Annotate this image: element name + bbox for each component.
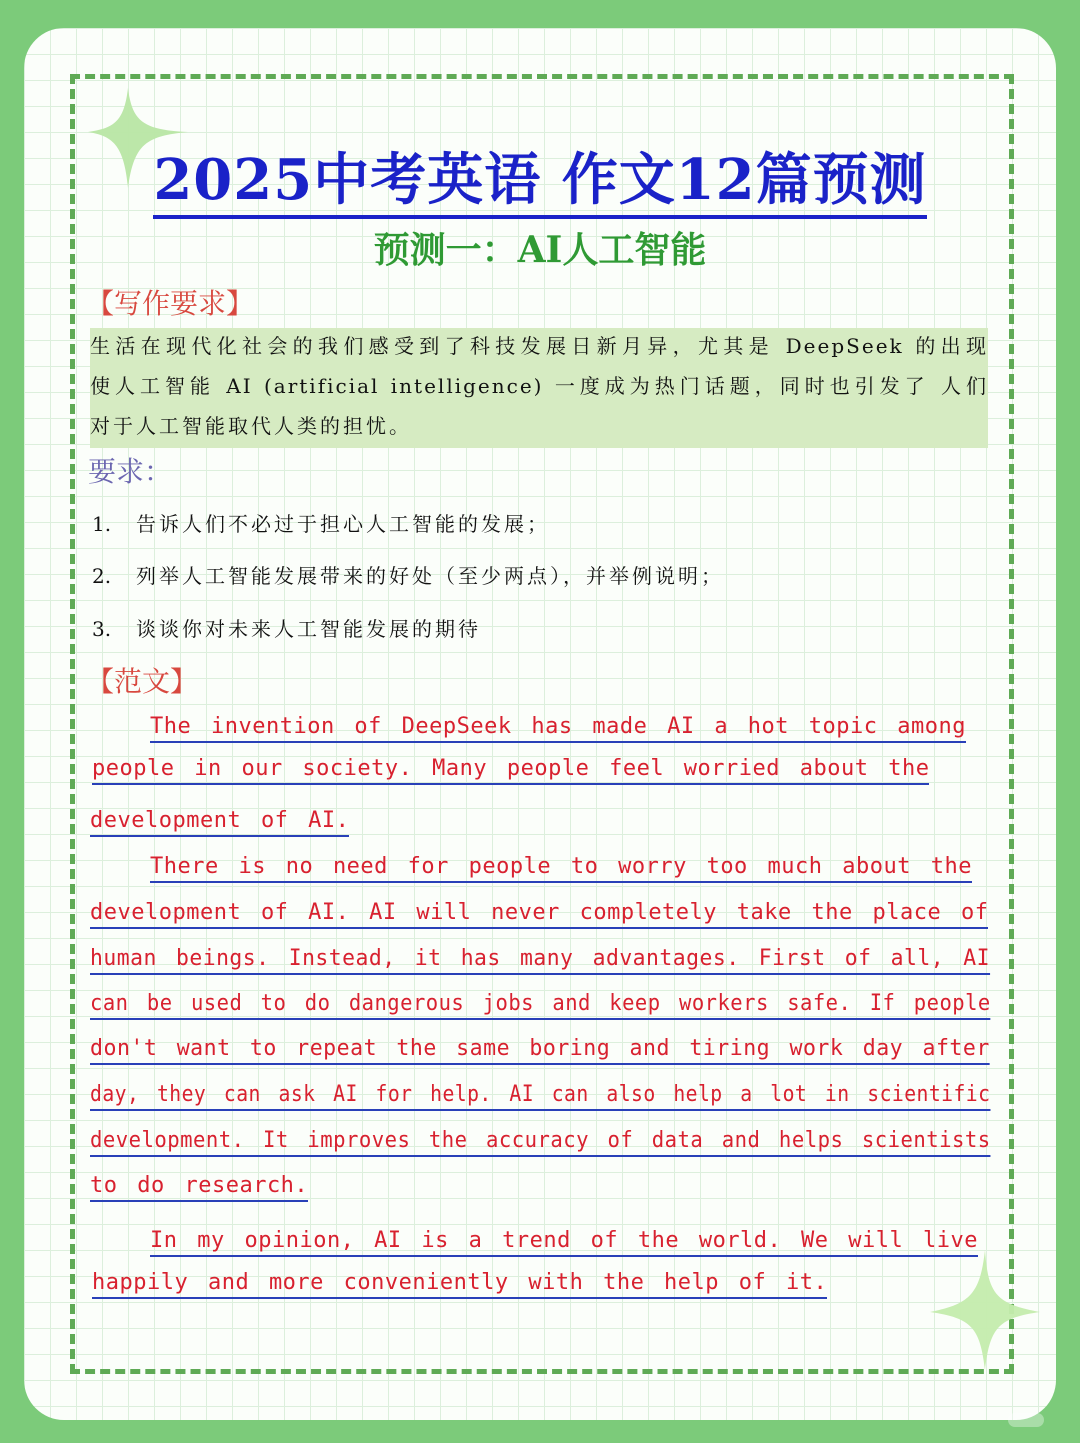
- essay-line: to do research.: [90, 1173, 308, 1198]
- essay-line: In my opinion, AI is a trend of the world. We will live: [150, 1228, 978, 1253]
- requirement-text: 谈谈你对未来人工智能发展的期待: [136, 617, 481, 641]
- model-essay-label: 【范文】: [86, 665, 199, 698]
- essay-line: day, they can ask AI for help. AI can also help a lot in scientific: [90, 1082, 990, 1107]
- sparkle-icon: [930, 1250, 1040, 1370]
- essay-line: development of AI. AI will never completely take the place of: [90, 900, 988, 925]
- prompt-line: 生活在现代化社会的我们感受到了科技发展日新月异，尤其是 DeepSeek 的出现: [90, 334, 988, 358]
- page-title: 2025中考英语 作文12篇预测: [0, 136, 1080, 216]
- essay-line: happily and more conveniently with the help of it.: [92, 1270, 827, 1295]
- requirement-number: 1.: [92, 512, 112, 536]
- watermark-pill: [1008, 1413, 1044, 1427]
- writing-requirement-label: 【写作要求】: [86, 287, 255, 320]
- prompt-line: 使人工智能 AI (artificial intelligence) 一度成为热门话题，同时也引发了 人们: [90, 374, 988, 398]
- requirement-text: 列举人工智能发展带来的好处（至少两点），并举例说明；: [136, 564, 724, 588]
- requirement-item: [92, 560, 724, 589]
- requirement-item: [92, 613, 481, 642]
- requirement-number: 2.: [92, 564, 112, 588]
- essay-line: The invention of DeepSeek has made AI a hot topic among: [150, 714, 966, 739]
- essay-line: don't want to repeat the same boring and tiring work day after: [90, 1036, 990, 1061]
- page-subtitle: 预测一：AI人工智能: [373, 229, 707, 271]
- requirement-item: [92, 508, 550, 537]
- essay-line: can be used to do dangerous jobs and keep workers safe. If people: [90, 991, 991, 1016]
- prompt-line: 对于人工智能取代人类的担忧。: [90, 414, 412, 438]
- essay-line: There is no need for people to worry too much about the: [150, 854, 972, 879]
- essay-line: development. It improves the accuracy of data and helps scientists: [90, 1128, 991, 1153]
- requirement-text: 告诉人们不必过于担心人工智能的发展；: [136, 512, 550, 536]
- essay-line: human beings. Instead, it has many advantages. First of all, AI: [90, 946, 990, 971]
- essay-line: people in our society. Many people feel worried about the: [92, 756, 929, 781]
- requirement-number: 3.: [92, 617, 112, 641]
- essay-line: development of AI.: [90, 808, 349, 833]
- requirements-label: 要求：: [88, 455, 173, 488]
